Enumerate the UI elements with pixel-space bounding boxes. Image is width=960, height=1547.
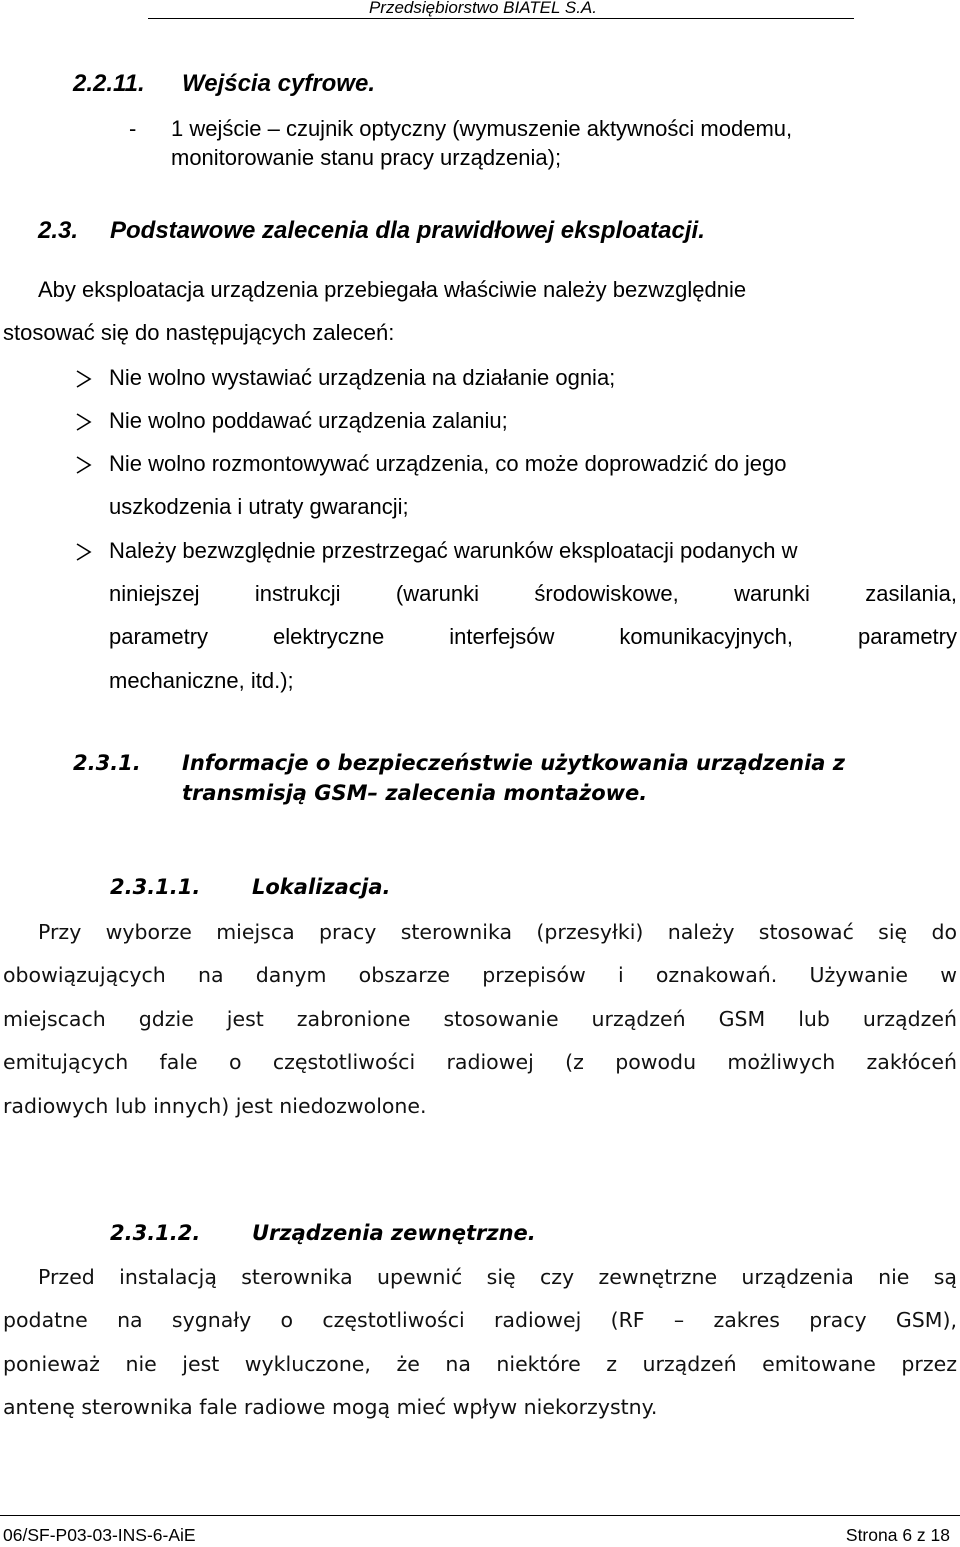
external-devices-line4: antenę sterownika fale radiowe mogą mieć wpływ niekorzystny. (3, 1395, 658, 1419)
digital-input-item-line2: monitorowanie stanu pracy urządzenia); (171, 145, 562, 170)
localization-line2: obowiązujących na danym obszarze przepisów i oznakowań. Używanie w (3, 963, 957, 987)
section-number-2-3-1-1: 2.3.1.1. (110, 875, 201, 899)
intro-line1: Aby eksploatacja urządzenia przebiegała właściwie należy bezwzględnie (38, 277, 747, 302)
bullet-conditions-line1: Należy bezwzględnie przestrzegać warunków eksploatacji podanych w (109, 538, 798, 563)
bullet-disassembly-line1: Nie wolno rozmontowywać urządzenia, co może doprowadzić do jego (109, 451, 787, 476)
digital-input-item-line1: 1 wejście – czujnik optyczny (wymuszenie aktywności modemu, (171, 116, 793, 141)
arrow-bullet-icon (75, 369, 93, 389)
footer-page-number: Strona 6 z 18 (845, 1525, 950, 1545)
bullet-conditions-line2: niniejszej instrukcji (warunki środowiskowe, warunki zasilania, (109, 581, 957, 606)
bullet-disassembly-line2: uszkodzenia i utraty gwarancji; (109, 494, 409, 519)
section-title-gsm-safety-line1: Informacje o bezpieczeństwie użytkowania urządzenia z (182, 751, 845, 775)
section-title-digital-inputs: Wejścia cyfrowe. (182, 70, 375, 97)
section-title-recommendations: Podstawowe zalecenia dla prawidłowej eksploatacji. (110, 217, 705, 244)
arrow-bullet-icon (75, 455, 93, 475)
localization-line4: emitujących fale o częstotliwości radiowej (z powodu możliwych zakłóceń (3, 1050, 957, 1074)
list-dash: - (129, 116, 137, 141)
section-title-external-devices: Urządzenia zewnętrzne. (252, 1221, 536, 1245)
external-devices-line2: podatne na sygnały o częstotliwości radiowej (RF – zakres pracy GSM), (3, 1308, 957, 1332)
bullet-flooding: Nie wolno poddawać urządzenia zalaniu; (109, 408, 508, 433)
external-devices-line1: Przed instalacją sterownika upewnić się czy zewnętrzne urządzenia nie są (38, 1265, 957, 1289)
section-number-2-2-11: 2.2.11. (73, 70, 145, 97)
intro-line2: stosować się do następujących zaleceń: (3, 320, 395, 345)
section-number-2-3-1: 2.3.1. (73, 751, 141, 775)
page-header-company: Przedsiębiorstwo BIATEL S.A. (368, 0, 597, 17)
arrow-bullet-icon (75, 542, 93, 562)
localization-line3: miejscach gdzie jest zabronione stosowanie urządzeń GSM lub urządzeń (3, 1007, 957, 1031)
localization-line1: Przy wyborze miejsca pracy sterownika (przesyłki) należy stosować się do (38, 920, 957, 944)
localization-line5: radiowych lub innych) jest niedozwolone. (3, 1094, 427, 1118)
external-devices-line3: ponieważ nie jest wykluczone, że na niektóre z urządzeń emitowane przez (3, 1352, 957, 1376)
header-divider (148, 18, 854, 19)
section-title-gsm-safety-line2: transmisją GSM– zalecenia montażowe. (182, 781, 648, 805)
bullet-fire: Nie wolno wystawiać urządzenia na działanie ognia; (109, 365, 616, 390)
footer-divider (0, 1515, 960, 1516)
bullet-conditions-line4: mechaniczne, itd.); (109, 668, 294, 693)
section-title-localization: Lokalizacja. (252, 875, 391, 899)
section-number-2-3-1-2: 2.3.1.2. (110, 1221, 201, 1245)
footer-doc-id: 06/SF-P03-03-INS-6-AiE (3, 1525, 196, 1545)
section-number-2-3: 2.3. (38, 217, 79, 244)
bullet-conditions-line3: parametry elektryczne interfejsów komunikacyjnych, parametry (109, 624, 957, 649)
arrow-bullet-icon (75, 412, 93, 432)
